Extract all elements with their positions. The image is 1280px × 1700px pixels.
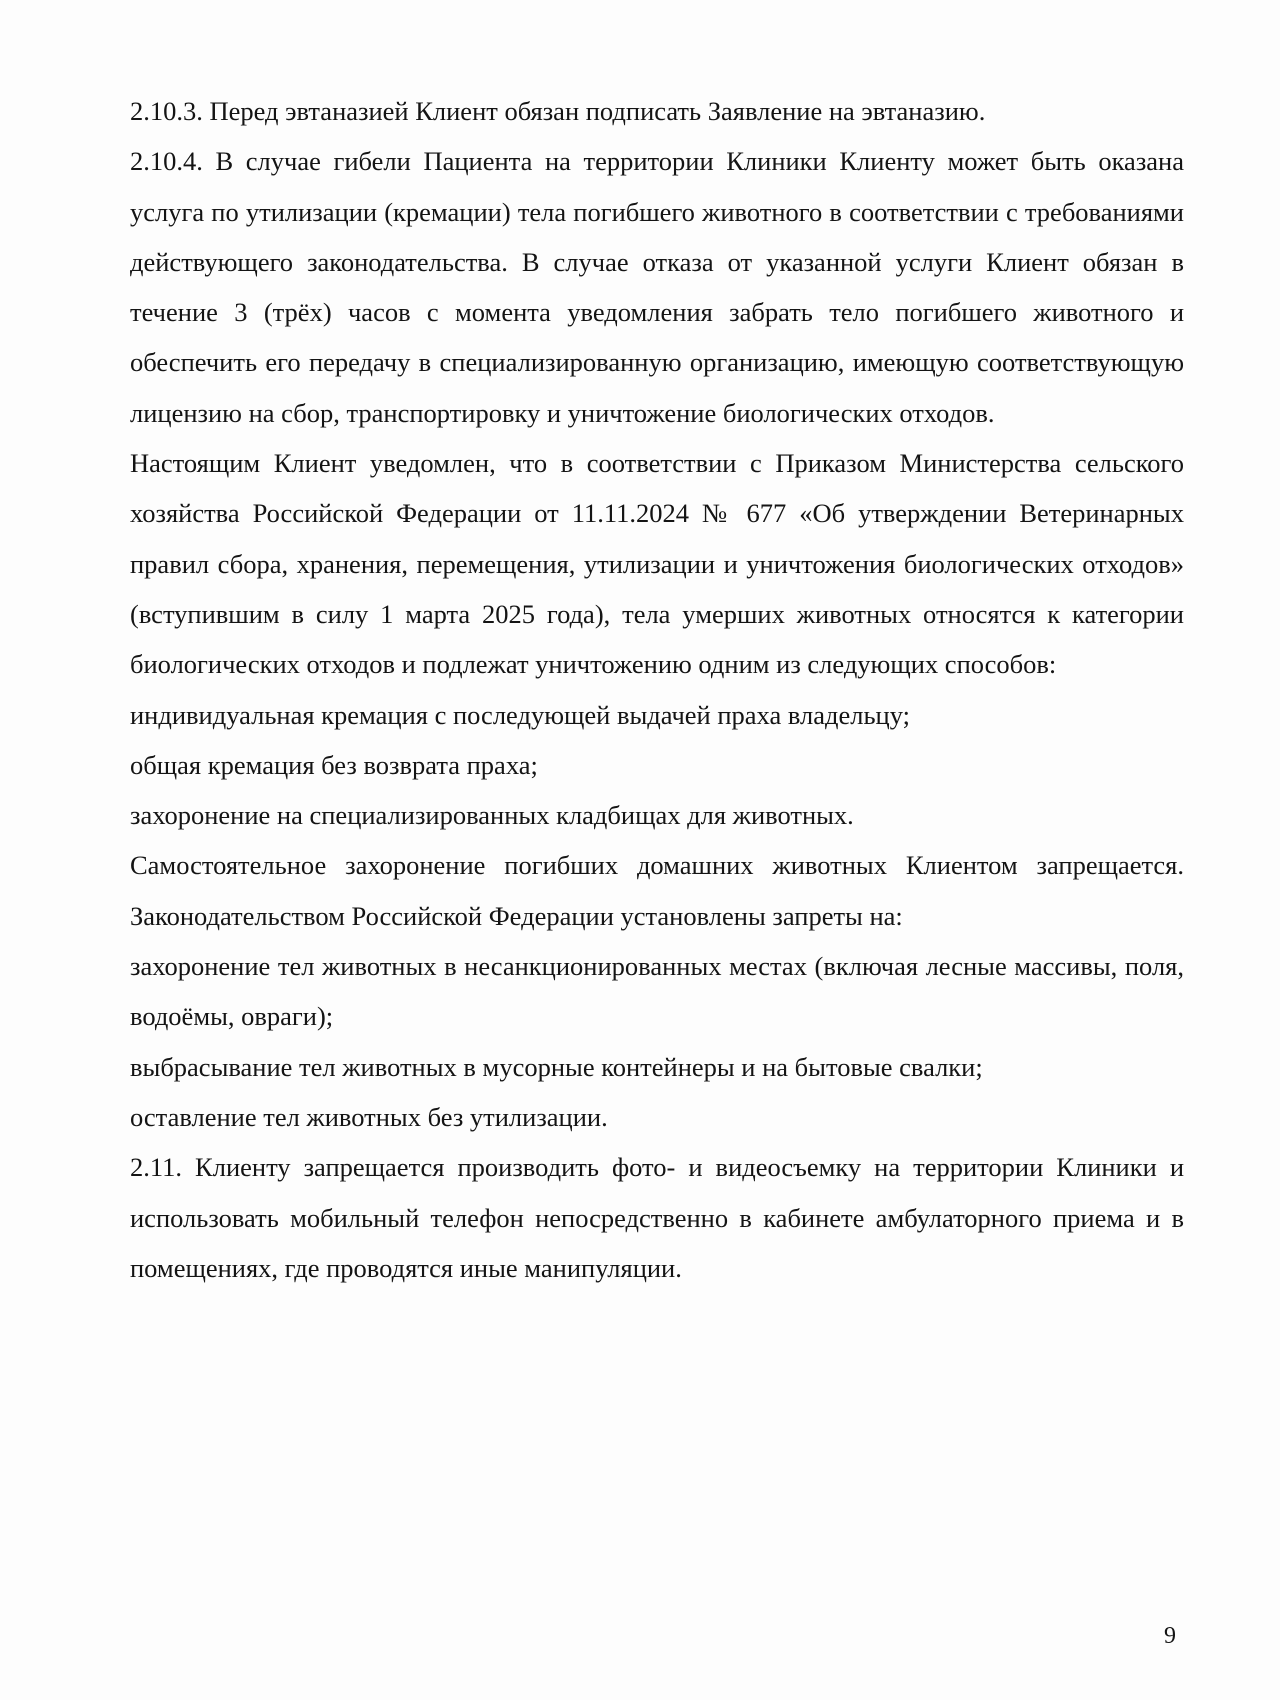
page-number: 9 (1164, 1623, 1176, 1649)
list-item-no-disposal: оставление тел животных без утилизации. (130, 1101, 608, 1132)
paragraph-2-10-4: 2.10.4. В случае гибели Пациента на территории Клиники Клиенту может быть оказана услуга по утилизации (кремации) тела погибшего животного в соответствии с требованиями действующего законодательства. В случае отказа от указанной услуги Клиент обязан в течение 3 (трёх) часов с момента уведомления забрать тело погибшего животного и обеспечить его передачу в специализированную организацию, имеющую соответствующую лицензию на сбор, транспортировку и уничтожение биологических отходов. (130, 146, 1184, 428)
list-item-general-cremation: общая кремация без возврата праха; (130, 749, 538, 780)
paragraph-notice: Настоящим Клиент уведомлен, что в соответствии с Приказом Министерства сельского хозяйства Российской Федерации от 11.11.2024 № 677 «Об утверждении Ветеринарных правил сбора, хранения, перемещения, утилизации и уничтожения биологических отходов» (вступившим в силу 1 марта 2025 года), тела умерших животных относятся к категории биологических отходов и подлежат уничтожению одним из следующих способов: (130, 448, 1184, 680)
paragraph-2-10-3: 2.10.3. Перед эвтаназией Клиент обязан подписать Заявление на эвтаназию. (130, 96, 986, 126)
paragraph-2-11: 2.11. Клиенту запрещается производить фото- и видеосъемку на территории Клиники и использовать мобильный телефон непосредственно в кабинете амбулаторного приема и в помещениях, где проводятся иные манипуляции. (130, 1152, 1184, 1283)
list-item-cemetery-burial: захоронение на специализированных кладбищах для животных. (130, 800, 854, 831)
list-item-unauthorized-burial: захоронение тел животных в несанкционированных местах (включая лесные массивы, поля, водоёмы, овраги); (130, 951, 1184, 1032)
paragraph-self-burial-prohibited: Самостоятельное захоронение погибших домашних животных Клиентом запрещается. Законодательством Российской Федерации установлены запреты на: (130, 850, 1184, 931)
document-body (130, 86, 1184, 1293)
list-item-waste-disposal: выбрасывание тел животных в мусорные контейнеры и на бытовые свалки; (130, 1051, 983, 1082)
list-item-individual-cremation: индивидуальная кремация с последующей выдачей праха владельцу; (130, 699, 910, 730)
